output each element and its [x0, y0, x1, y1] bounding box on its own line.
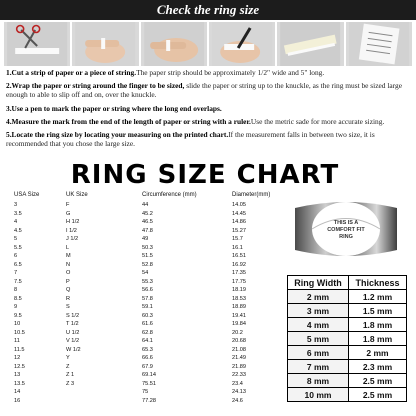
cell-uk-size: H 1/2 [66, 219, 80, 225]
thickness-row [288, 332, 407, 346]
cell-ring-width: 3 mm [288, 304, 349, 318]
cell-uk-size: Z 3 [66, 380, 75, 387]
cell-circumference: 77.28 [142, 397, 156, 404]
thickness-row [288, 360, 407, 374]
cell-thickness: 2.5 mm [348, 374, 406, 388]
cell-usa-size: 5 [14, 236, 18, 242]
table-row [6, 228, 286, 237]
cell-diameter: 21.08 [232, 346, 246, 353]
cell-circumference: 69.14 [142, 372, 156, 378]
header-diameter: Diameter(mm) [232, 192, 271, 198]
cell-circumference: 55.3 [142, 278, 153, 285]
ring-label-line-3: RING [339, 234, 353, 240]
table-row [6, 236, 286, 245]
photo-cut-strip [4, 22, 70, 66]
cell-usa-size: 8.5 [14, 295, 22, 302]
cell-uk-size: Y [66, 355, 70, 361]
step-4: 4.Measure the mark from the end of the length of paper or string with a ruler.Use the metric sade for more accurate sizing. [6, 116, 385, 126]
cell-ring-width: 10 mm [288, 388, 349, 402]
step-5: 5.Locate the ring size by locating your measuring on the printed chart.If the measurement falls in between two size, it is recommended that you chose the large size. [6, 130, 375, 149]
cell-diameter: 19.41 [232, 312, 246, 319]
photo-measure-ruler [277, 22, 343, 66]
cell-usa-size: 7 [14, 270, 18, 276]
cell-uk-size: G [66, 210, 71, 217]
cell-usa-size: 3 [14, 202, 18, 208]
cell-circumference: 51.5 [142, 253, 153, 259]
table-row [6, 398, 286, 407]
cell-diameter: 18.53 [232, 295, 246, 302]
cell-diameter: 18.19 [232, 287, 246, 293]
cell-ring-width: 4 mm [288, 318, 349, 332]
table-row [6, 270, 286, 279]
cell-diameter: 14.45 [232, 210, 246, 217]
cell-uk-size: U 1/2 [66, 329, 80, 336]
step-3: 3.Use a pen to mark the paper or string where the long end overlaps. [6, 103, 222, 113]
ring-label-line-2: COMFORT FIT [327, 227, 365, 233]
cell-uk-size: P [66, 278, 70, 285]
cell-usa-size: 9 [14, 304, 18, 310]
cell-usa-size: 3.5 [14, 210, 22, 217]
chart-title: RING SIZE CHART [70, 160, 340, 190]
cell-ring-width: 5 mm [288, 332, 349, 346]
table-row [6, 296, 286, 305]
header-banner: Check the ring size [0, 0, 416, 20]
cell-diameter: 16.51 [232, 253, 246, 259]
step-2: 2.Wrap the paper or string around the finger to be sized, slide the paper or string up to the knuckle, as the ring must be sized large enough to able to slip off and on, over the knuckle. [6, 81, 402, 100]
table-row [6, 338, 286, 347]
cell-diameter: 24.13 [232, 389, 246, 395]
cell-diameter: 24.6 [232, 397, 243, 404]
table-row [6, 219, 286, 228]
photo-slide-knuckle [141, 22, 207, 66]
header-circumference: Circumference (mm) [142, 192, 197, 198]
ring-size-table [6, 190, 286, 406]
table-row [6, 211, 286, 220]
cell-ring-width: 2 mm [288, 290, 349, 304]
table-row [6, 287, 286, 296]
cell-circumference: 75 [142, 389, 149, 395]
thickness-row [288, 374, 407, 388]
cell-diameter: 18.89 [232, 304, 246, 310]
cell-diameter: 14.86 [232, 219, 246, 225]
cell-diameter: 20.68 [232, 338, 246, 344]
header-usa-size: USA Size [14, 192, 40, 198]
cell-diameter: 22.33 [232, 372, 246, 378]
photo-wrap-finger [72, 22, 138, 66]
table-header [6, 190, 286, 202]
instructions [6, 68, 410, 152]
cell-usa-size: 11 [14, 338, 20, 344]
cell-uk-size: Q [66, 287, 71, 293]
cell-diameter: 23.4 [232, 380, 243, 387]
header-uk-size: UK Size [66, 192, 88, 198]
cell-diameter: 21.49 [232, 355, 246, 361]
cell-circumference: 54 [142, 270, 149, 276]
table-row [6, 262, 286, 271]
cell-uk-size: W 1/2 [66, 346, 81, 353]
cell-usa-size: 12 [14, 355, 21, 361]
cell-circumference: 60.3 [142, 312, 153, 319]
cell-diameter: 19.84 [232, 321, 246, 327]
cell-uk-size: S [66, 304, 70, 310]
ring-label-line-1: THIS IS A [333, 220, 359, 226]
cell-circumference: 62.8 [142, 329, 153, 336]
instruction-photos [4, 22, 412, 66]
photo-size-chart [346, 22, 412, 66]
table-row [6, 330, 286, 339]
table-row [6, 347, 286, 356]
cell-usa-size: 13.5 [14, 380, 25, 387]
cell-usa-size: 5.5 [14, 244, 22, 251]
cell-circumference: 67.9 [142, 363, 153, 370]
cell-usa-size: 8 [14, 287, 18, 293]
table-row [6, 355, 286, 364]
cell-usa-size: 9.5 [14, 312, 22, 319]
table-row [6, 304, 286, 313]
thickness-row [288, 290, 407, 304]
cell-uk-size: R [66, 295, 71, 302]
cell-ring-width: 8 mm [288, 374, 349, 388]
cell-thickness: 1.5 mm [348, 304, 406, 318]
cell-diameter: 14.05 [232, 202, 246, 208]
table-row [6, 245, 286, 254]
cell-diameter: 20.2 [232, 329, 243, 336]
cell-thickness: 1.8 mm [348, 318, 406, 332]
thickness-row [288, 346, 407, 360]
table-row [6, 202, 286, 211]
table-row [6, 313, 286, 322]
cell-circumference: 61.6 [142, 321, 153, 327]
cell-diameter: 16.1 [232, 244, 243, 251]
step-1: 1.Cut a strip of paper or a piece of string.The paper strip should be approximately 1/2" wide and 5" long. [6, 68, 325, 77]
cell-uk-size: S 1/2 [66, 312, 80, 319]
cell-thickness: 1.2 mm [348, 290, 406, 304]
thickness-row [288, 304, 407, 318]
table-row [6, 389, 286, 398]
cell-diameter: 17.75 [232, 278, 246, 285]
cell-circumference: 75.51 [142, 380, 156, 387]
cell-circumference: 56.6 [142, 287, 153, 293]
table-row [6, 279, 286, 288]
cell-usa-size: 6.5 [14, 261, 22, 268]
comfort-fit-ring-image [287, 188, 405, 266]
cell-usa-size: 11.5 [14, 346, 25, 353]
cell-diameter: 16.92 [232, 261, 246, 268]
cell-usa-size: 13 [14, 372, 21, 378]
cell-usa-size: 10 [14, 321, 21, 327]
table-row [6, 372, 286, 381]
cell-ring-width: 6 mm [288, 346, 349, 360]
cell-circumference: 46.5 [142, 219, 153, 225]
cell-uk-size: I 1/2 [66, 227, 77, 234]
thickness-header [288, 276, 407, 290]
cell-circumference: 65.3 [142, 346, 153, 353]
table-row [6, 364, 286, 373]
cell-uk-size: M [66, 253, 71, 259]
table-row [6, 253, 286, 262]
thickness-table [287, 275, 407, 402]
photo-mark-pen [209, 22, 275, 66]
cell-uk-size: V 1/2 [66, 338, 80, 344]
cell-thickness: 2 mm [348, 346, 406, 360]
cell-diameter: 17.35 [232, 270, 246, 276]
cell-circumference: 50.3 [142, 244, 153, 251]
cell-circumference: 59.1 [142, 304, 153, 310]
cell-usa-size: 14 [14, 389, 21, 395]
cell-usa-size: 7.5 [14, 278, 22, 285]
cell-diameter: 21.89 [232, 363, 246, 370]
cell-usa-size: 12.5 [14, 363, 25, 370]
table-body [6, 202, 286, 406]
cell-circumference: 45.2 [142, 210, 153, 217]
table-row [6, 381, 286, 390]
cell-usa-size: 6 [14, 253, 18, 259]
thickness-row [288, 388, 407, 402]
cell-usa-size: 10.5 [14, 329, 25, 336]
header-thickness: Thickness [348, 276, 406, 290]
cell-thickness: 1.8 mm [348, 332, 406, 346]
cell-diameter: 15.7 [232, 236, 243, 242]
cell-usa-size: 4.5 [14, 227, 22, 234]
cell-uk-size: F [66, 202, 70, 208]
cell-circumference: 44 [142, 202, 149, 208]
cell-thickness: 2.5 mm [348, 388, 406, 402]
cell-ring-width: 7 mm [288, 360, 349, 374]
cell-circumference: 52.8 [142, 261, 153, 268]
cell-uk-size: T 1/2 [66, 321, 79, 327]
table-row [6, 321, 286, 330]
cell-uk-size: O [66, 270, 71, 276]
cell-uk-size: N [66, 261, 71, 268]
cell-circumference: 47.8 [142, 227, 153, 234]
cell-uk-size: Z [66, 363, 70, 370]
cell-circumference: 66.6 [142, 355, 153, 361]
cell-uk-size: J 1/2 [66, 236, 79, 242]
cell-thickness: 2.3 mm [348, 360, 406, 374]
cell-diameter: 15.27 [232, 227, 246, 234]
cell-circumference: 57.8 [142, 295, 153, 302]
header-ring-width: Ring Width [288, 276, 349, 290]
thickness-row [288, 318, 407, 332]
cell-uk-size: Z 1 [66, 372, 75, 378]
cell-circumference: 64.1 [142, 338, 153, 344]
cell-uk-size: L [66, 244, 70, 251]
cell-circumference: 49 [142, 236, 149, 242]
cell-usa-size: 16 [14, 397, 21, 404]
cell-usa-size: 4 [14, 219, 18, 225]
